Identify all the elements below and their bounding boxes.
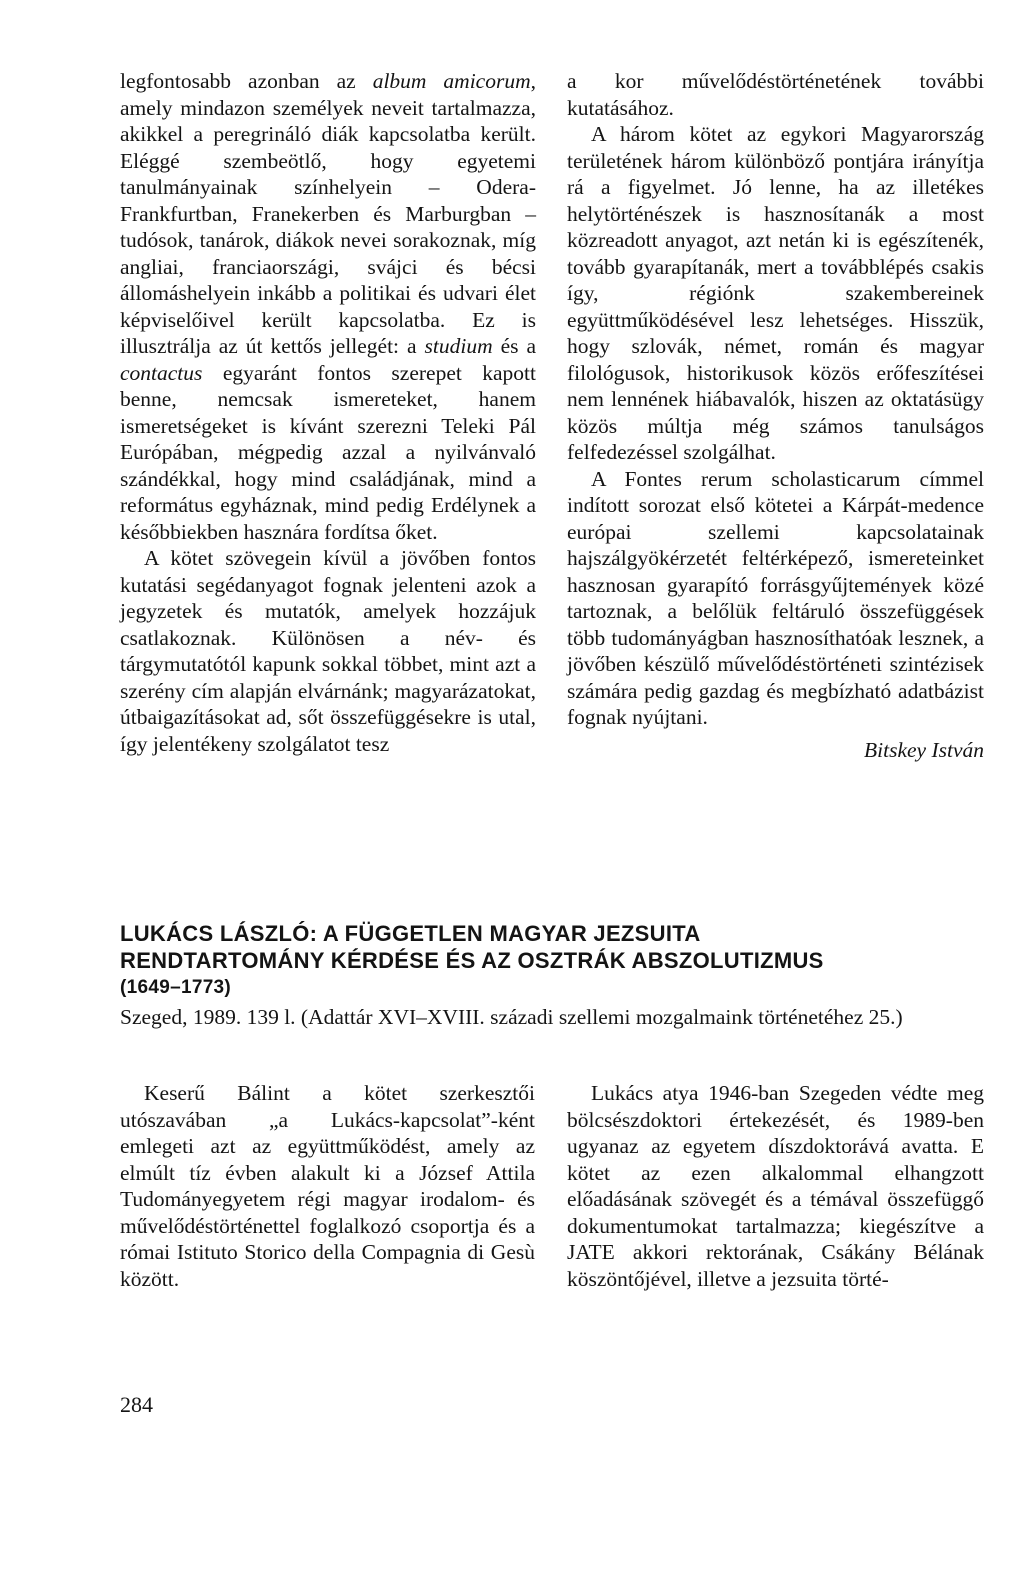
paragraph: legfontosabb azonban az album amicorum, amely mindazon személyek neveit tartalmazza, akikkel a peregrináló diák kapcsolatba került. Eléggé szembeötlő, hogy egyetemi tanulmányainak színhelyein – Odera-Frankfurtban, Franekerben és Marburgban – tudósok, tanárok, diákok nevei sorakoznak, míg angliai, franciaországi, svájci és bécsi állomáshelyein inkább a politikai és udvari élet képviselőivel került kapcsolatba. Ez is illusztrálja az út kettős jellegét: a studium és a contactus egyaránt fontos szerepet kapott benne, nemcsak ismereteket, hanem ismeretségeket is kívánt szerezni Teleki Pál Európában, mégpedig azzal a nyilvánvaló szándékkal, hogy mind családjának, mind a református egyháznak, mind pedig Erdélynek a későbbiekben hasznára fordítsa őket.: [120, 69, 536, 544]
paragraph: A Fontes rerum scholasticarum címmel indított sorozat első kötetei a Kárpát-medence európai szellemi kapcsolatainak hajszálgyökérzetét feltérképező, ismereteinket hasznosan gyarapító forrásgyűjtemények közé tartoznak, a belőlük feltáruló összefüggések több tudományágban hasznosíthatóak lesznek, a jövőben készülő művelődéstörténeti szintézisek számára pedig gazdag és megbízható adatbázist fognak nyújtani.: [567, 466, 984, 729]
right-column-top: [567, 68, 984, 763]
italic-term: studium: [424, 334, 493, 358]
paragraph: A három kötet az egykori Magyarország területének három különböző pontjára irányítja rá a figyelmet. Jó lenne, ha az illetékes helytörténészek is hasznosítanák a most közreadott anyagot, azt netán ki is egészítenék, tovább gyarapítanák, mert a továbblépés csakis így, régiónk szakembereinek együttműködésével lesz lehetséges. Hisszük, hogy szlovák, német, román és magyar filológusok, historikusok közös erőfeszítései nem lennének hiábavalók, hiszen az oktatásügy közös múltja még számos tanulságos felfedezéssel szolgálhat.: [567, 122, 984, 464]
page-number: 284: [120, 1392, 153, 1417]
right-column-bottom: [567, 1080, 984, 1292]
review-publication-info: Szeged, 1989. 139 l. (Adattár XVI–XVIII. századi szellemi mozgalmaink történetéhez 25.): [120, 1005, 903, 1029]
paragraph: a kor művelődéstörténetének további kutatásához.: [567, 69, 984, 120]
paragraph: Lukács atya 1946-ban Szegeden védte meg bölcsészdoktori értekezését, és 1989-ben ugyanaz az egyetem díszdoktorává avatta. E kötet az ezen alkalommal elhangzott előadásának szövegét és a témával összefüggő dokumentumokat tartalmazza; kiegészítve a JATE akkori rektorának, Csákány Bélának köszöntőjével, illetve a jezsuita törté-: [567, 1081, 984, 1291]
review-title: [120, 920, 980, 1001]
italic-term: contactus: [120, 360, 203, 385]
paragraph: Keserű Bálint a kötet szerkesztői utószavában „a Lukács-kapcsolat”-ként emlegeti azt az együttműködést, amely az elmúlt tíz évben alakult ki a József Attila Tudományegyetem régi magyar irodalom- és művelődéstörténettel foglalkozó csoportja és a római Istituto Storico della Compagnia di Gesù között.: [120, 1081, 535, 1291]
review-title-line: RENDTARTOMÁNY KÉRDÉSE ÉS AZ OSZTRÁK ABSZOLUTIZMUS: [120, 948, 824, 973]
left-column-bottom: [120, 1080, 535, 1292]
italic-term: album amicorum: [372, 69, 531, 93]
left-column-top: [120, 68, 536, 757]
review-title-line: LUKÁCS LÁSZLÓ: A FÜGGETLEN MAGYAR JEZSUITA: [120, 921, 701, 946]
paragraph: A kötet szövegein kívül a jövőben fontos kutatási segédanyagot fognak jelenteni azok a jegyzetek és mutatók, amelyek hozzájuk csatlakoznak. Különösen a név- és tárgymutatótól kapunk sokkal többet, mint azt a szerény cím alapján elvárnánk; magyarázatokat, útbaigazításokat ad, sőt összefüggésekre is utal, így jelentékeny szolgálatot tesz: [120, 546, 536, 756]
review-title-years: (1649–1773): [120, 977, 232, 998]
author-signature: Bitskey István: [864, 737, 984, 762]
